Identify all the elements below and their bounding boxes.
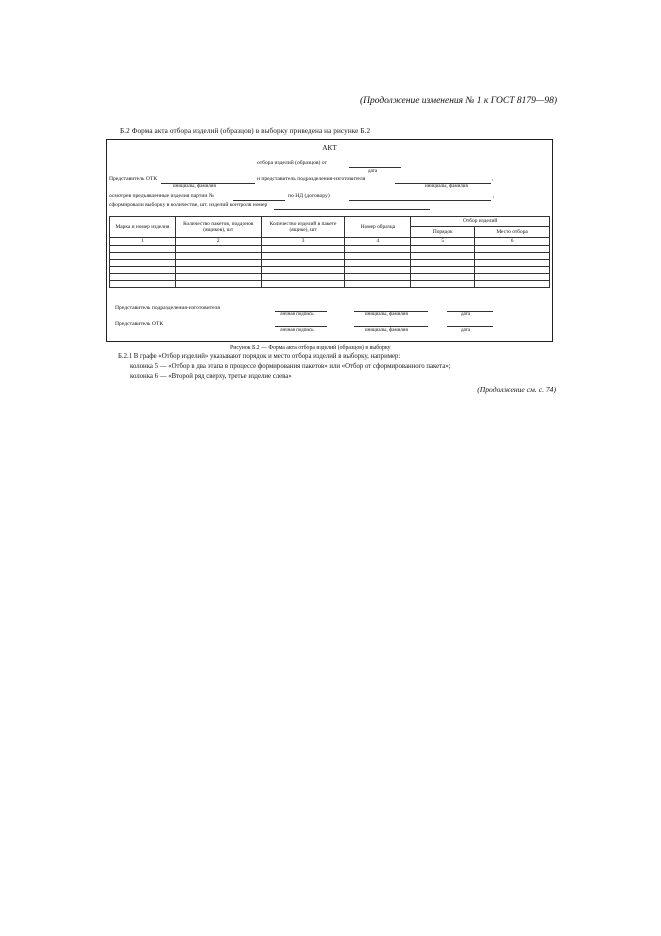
col-number: 3 — [261, 238, 345, 246]
form-line3-left: осмотрев предъявленные изделия партии № — [109, 193, 215, 199]
col-header-sample: Номер образца — [345, 217, 411, 238]
col-header-items: Количество изделий в пакете (ящике), шт — [261, 217, 345, 238]
col-header-place: Место отбора — [475, 227, 550, 238]
nd-line[interactable] — [349, 200, 491, 201]
sig-otk-signature-line[interactable] — [275, 326, 327, 327]
form-line1-left: Представитель ОТК — [109, 176, 158, 182]
form-title: АКТ — [322, 144, 337, 152]
caption-name: инициалы, фамилия — [365, 312, 408, 317]
col-number: 5 — [411, 238, 475, 246]
figure-caption: Рисунок Б.2 — Форма акта отбора изделий (образцов) в выборку — [230, 345, 391, 351]
col-number: 1 — [110, 238, 176, 246]
paragraph-line-3: колонка 6 — «Второй ряд сверху, третье изделие слева» — [130, 373, 292, 380]
col-number: 6 — [475, 238, 550, 246]
col-header-packs: Количество пакетов, поддонов (ящиков), шт — [175, 217, 261, 238]
batch-number-line[interactable] — [233, 200, 285, 201]
form-line3-mid: по НД (договору) — [288, 193, 330, 199]
table-row — [110, 253, 550, 260]
act-form — [106, 139, 553, 342]
sample-number-line[interactable] — [274, 209, 430, 210]
sig-maker-label: Представитель подразделения-изготовителя — [115, 305, 220, 311]
table-row — [110, 267, 550, 274]
table-row — [110, 260, 550, 267]
date-line[interactable] — [349, 167, 401, 168]
sig-otk-name-line[interactable] — [354, 326, 428, 327]
caption-initials-right: инициалы, фамилия — [425, 184, 468, 189]
form-line1-end: , — [492, 176, 494, 182]
caption-date: дата — [461, 328, 471, 333]
sig-otk-date-line[interactable] — [447, 326, 493, 327]
date-caption: дата — [368, 169, 378, 174]
continuation-footer: (Продолжение см. с. 74) — [477, 385, 556, 394]
table-row — [110, 281, 550, 288]
form-line1-mid: и представитель подразделения-изготовителя — [257, 176, 366, 182]
sig-otk-label: Представитель ОТК — [115, 321, 164, 327]
paragraph-line-1: Б.2.1 В графе «Отбор изделий» указывают порядок и место отбора изделий в выборку, например: — [118, 353, 401, 360]
intro-text: Б.2 Форма акта отбора изделий (образцов) в выборку приведена на рисунке Б.2 — [120, 127, 371, 135]
col-header-order: Порядок — [411, 227, 475, 238]
table-row — [110, 246, 550, 253]
col-number: 4 — [345, 238, 411, 246]
col-header-selection: Отбор изделий — [411, 217, 550, 227]
form-line4: сформировали выборку в количестве, шт. изделий контроля номер — [109, 202, 268, 208]
caption-date: дата — [461, 312, 471, 317]
caption-name: инициалы, фамилия — [365, 328, 408, 333]
caption-signature: личная подпись — [280, 328, 314, 333]
continuation-header: (Продолжение изменения № 1 к ГОСТ 8179—98) — [359, 96, 557, 106]
col-number: 2 — [175, 238, 261, 246]
caption-signature: личная подпись — [280, 312, 314, 317]
selection-table — [109, 216, 550, 288]
caption-initials-left: инициалы, фамилия — [173, 184, 216, 189]
table-row — [110, 274, 550, 281]
form-line3-end: , — [493, 193, 495, 199]
form-subtitle: отбора изделий (образцов) от — [257, 160, 327, 166]
col-header-mark: Марка и номер изделия — [110, 217, 176, 238]
paragraph-line-2: колонка 5 — «Отбор в два этапа в процессе формирования пакетов» или «Отбор от сформированного пакета»; — [130, 363, 451, 370]
